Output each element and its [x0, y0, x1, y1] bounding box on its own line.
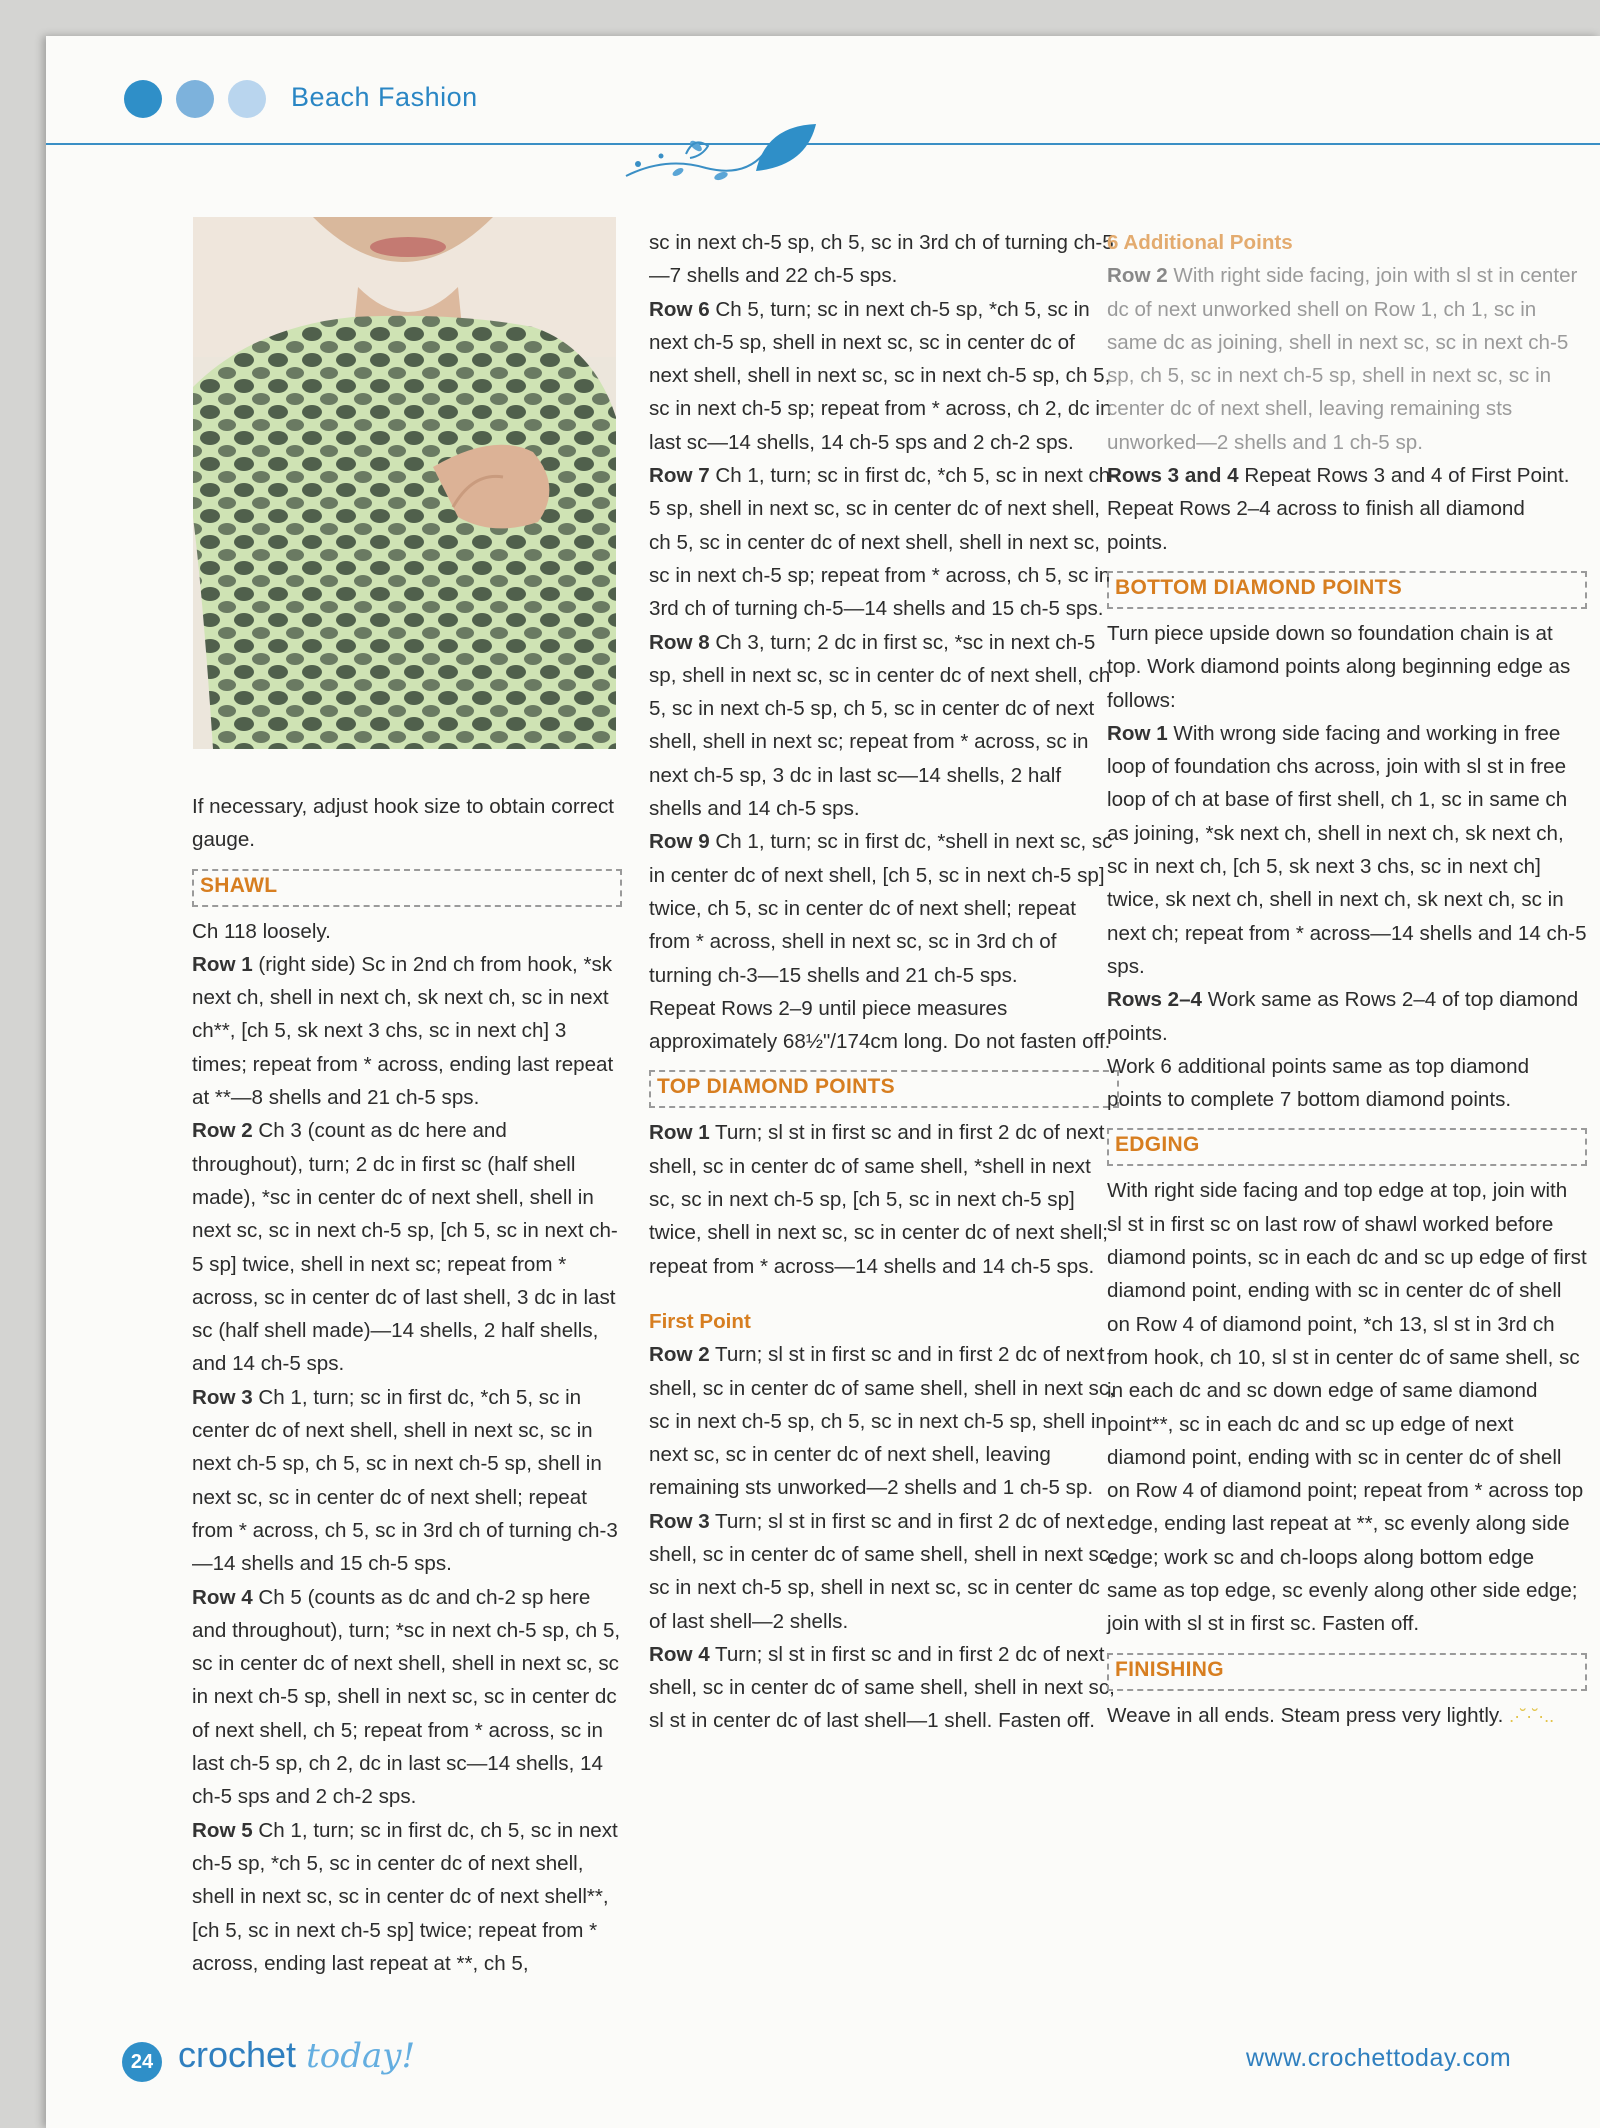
top-row-1-text: Turn; sl st in first sc and in first 2 dc of next shell, sc in center dc of same shell, *shell in next sc, sc in next ch-5 sp, [ch 5, sc in next ch-5 sp] twice, shell in next sc, sc in center dc of next shell; repeat from * across—14 shells and 14 ch-5 sps.: [649, 1121, 1108, 1278]
row-3: [192, 1381, 622, 1581]
row-6-text: Ch 5, turn; sc in next ch-5 sp, *ch 5, sc in next ch-5 sp, shell in next sc, sc in center dc of next shell, shell in next sc, sc in next ch-5 sp, ch 5, sc in next ch-5 sp; repeat from * across, ch 2, dc in last sc—14 shells, 14 ch-5 sps and 2 ch-2 sps.: [649, 297, 1112, 454]
additional-row-2: [1107, 259, 1587, 459]
additional-rows-3-4-text: Repeat Rows 3 and 4 of First Point.: [1238, 464, 1570, 488]
first-point-row-3: [649, 1505, 1119, 1638]
page-number: 24: [122, 2042, 162, 2082]
foundation-chain: Ch 118 loosely.: [192, 919, 331, 943]
column-2: [649, 226, 1119, 1738]
row-1-text: (right side) Sc in 2nd ch from hook, *sk next ch, shell in next ch, sk next ch, sc in next ch**, [ch 5, sk next 3 chs, sc in next ch] 3 times; repeat from * across, ending last repeat at **—8 shells and 21 ch-5 sps.: [192, 952, 614, 1110]
repeat-instruction: Repeat Rows 2–9 until piece measures approximately 68½"/174cm long. Do not fasten off.: [649, 996, 1111, 1054]
page-header: [46, 36, 1600, 186]
row-8-label: Row 8: [649, 630, 710, 654]
bottom-rows-2-4-label: Rows 2–4: [1107, 988, 1203, 1012]
bottom-diamond-heading-box: [1107, 571, 1587, 609]
shawl-heading: SHAWL: [200, 873, 278, 897]
row-4-text: Ch 5 (counts as dc and ch-2 sp here and throughout), turn; *sc in next ch-5 sp, ch 5, sc in center dc of next shell, shell in next sc, sc in next ch-5 sp, shell in next sc, sc in center dc of next shell, ch 5; repeat from * across, sc in last ch-5 sp, ch 2, dc in last sc—14 shells, 14 ch-5 sps and 2 ch-2 sps.: [192, 1585, 621, 1809]
row-6-label: Row 6: [649, 297, 710, 321]
top-diamond-heading: TOP DIAMOND POINTS: [657, 1075, 895, 1099]
top-diamond-heading-box: [649, 1070, 1119, 1108]
gauge-note: If necessary, adjust hook size to obtain correct gauge.: [192, 795, 615, 852]
brand-logo: [178, 2034, 415, 2076]
bottom-rows-2-4-text: Work same as Rows 2–4 of top diamond points.: [1107, 988, 1579, 1045]
row-3-label: Row 3: [192, 1385, 253, 1409]
first-point-row-3-label: Row 3: [649, 1509, 710, 1533]
bottom-diamond-heading: BOTTOM DIAMOND POINTS: [1115, 575, 1403, 599]
edging-heading-box: [1107, 1128, 1587, 1166]
header-dot-medium: [176, 80, 214, 118]
shawl-heading-box: [192, 869, 622, 907]
header-dot-light: [228, 80, 266, 118]
header-rule: [46, 143, 1600, 145]
bottom-row-1: [1107, 717, 1587, 983]
bottom-rows-2-4: [1107, 983, 1587, 1050]
column-1: [192, 790, 622, 1980]
row-5-label: Row 5: [192, 1818, 253, 1842]
row-2: [192, 1114, 622, 1380]
bottom-row-1-text: With wrong side facing and working in free loop of foundation chs across, join with sl st in free loop of ch at base of first shell, ch 1, sc in same ch as joining, *sk next ch, shell in next ch, sk next ch, sc in next ch, [ch 5, sk next 3 chs, sc in next ch] twice, sk next ch, shell in next ch, sk next ch, sc in next ch; repeat from * across—14 shells and 14 ch-5 sps.: [1107, 721, 1587, 978]
finishing-heading: FINISHING: [1115, 1657, 1224, 1681]
row-4-label: Row 4: [192, 1585, 253, 1609]
row-1: [192, 948, 622, 1114]
row-8-text: Ch 3, turn; 2 dc in first sc, *sc in next ch-5 sp, shell in next sc, sc in center dc of next shell, ch 5, sc in next ch-5 sp, ch 5, sc in center dc of next shell, shell in next sc; repeat from * across, sc in next ch-5 sp, 3 dc in last sc—14 shells, 2 half shells and 14 ch-5 sps.: [649, 630, 1111, 821]
finishing-heading-box: [1107, 1653, 1587, 1691]
shawl-photo-icon: [193, 217, 616, 749]
row-6: [649, 293, 1119, 459]
additional-points-heading: 6 Additional Points: [1107, 231, 1293, 254]
finishing-paragraph: [1107, 1699, 1587, 1733]
edging-heading: EDGING: [1115, 1133, 1200, 1157]
row-1-label: Row 1: [192, 952, 253, 976]
row-7: [649, 459, 1119, 625]
first-point-row-2: [649, 1338, 1119, 1504]
finishing-text: Weave in all ends. Steam press very lightly.: [1107, 1703, 1504, 1727]
row-2-label: Row 2: [192, 1119, 253, 1143]
shawl-photo: [193, 217, 616, 749]
first-point-row-4-label: Row 4: [649, 1642, 710, 1666]
section-label: Beach Fashion: [291, 82, 478, 112]
row-7-text: Ch 1, turn; sc in first dc, *ch 5, sc in next ch-5 sp, shell in next sc, sc in center dc of next shell, ch 5, sc in center dc of next shell, shell in next sc, sc in next ch-5 sp; repeat from * across, ch 5, sc in 3rd ch of turning ch-5—14 shells and 15 ch-5 sps.: [649, 464, 1118, 621]
additional-row-2-label: Row 2: [1107, 264, 1168, 288]
first-point-row-3-text: Turn; sl st in first sc and in first 2 dc of next shell, sc in center dc of same shell, shell in next sc, sc in next ch-5 sp, shell in next sc, sc in center dc of last shell—2 shells.: [649, 1509, 1115, 1633]
top-row-1-label: Row 1: [649, 1121, 710, 1145]
vine-ornament-icon: [616, 116, 816, 192]
top-row-1: [649, 1116, 1119, 1282]
row-4: [192, 1581, 622, 1814]
column-3: [1107, 226, 1587, 1733]
additional-repeat: Repeat Rows 2–4 across to finish all diamond points.: [1107, 497, 1525, 554]
row-2-text: Ch 3 (count as dc here and throughout), turn; 2 dc in first sc (half shell made), *sc in center dc of next shell, shell in next sc, sc in next ch-5 sp, [ch 5, sc in next ch-5 sp] twice, shell in next sc; repeat from * across, sc in center dc of last shell, 3 dc in last sc (half shell made)—14 shells, 2 half shells, and 14 ch-5 sps.: [192, 1119, 618, 1376]
bottom-row-1-label: Row 1: [1107, 721, 1168, 745]
row-3-text: Ch 1, turn; sc in first dc, *ch 5, sc in center dc of next shell, shell in next sc, sc in next ch-5 sp, ch 5, sc in next ch-5 sp, shell in next sc, sc in center dc of next shell; repeat from * across, ch 5, sc in 3rd ch of turning ch-3—14 shells and 15 ch-5 sps.: [192, 1385, 618, 1576]
first-point-row-2-label: Row 2: [649, 1343, 710, 1367]
row-5-continued: sc in next ch-5 sp, ch 5, sc in 3rd ch of turning ch-5—7 shells and 22 ch-5 sps.: [649, 231, 1114, 288]
edging-text: With right side facing and top edge at top, join with sl st in first sc on last row of shawl worked before diamond points, sc in each dc and sc up edge of first diamond point, ending with sc in center dc of shell on Row 4 of diamond point, *ch 13, sl st in 3rd ch from hook, ch 10, sl st in center dc of same shell, sc in each dc and sc down edge of same diamond point**, sc in each dc and sc up edge of next diamond point, ending with sc in center dc of shell on Row 4 of diamond point; repeat from * across top edge, ending last repeat at **, sc evenly along side edge; work sc and ch-loops along bottom edge same as top edge, sc evenly along other side edge; join with sl st in first sc. Fasten off.: [1107, 1179, 1587, 1636]
row-8: [649, 626, 1119, 826]
first-point-row-4: [649, 1638, 1119, 1738]
row-9-label: Row 9: [649, 830, 710, 854]
row-9: [649, 825, 1119, 991]
end-flourish-icon: .·˘·˘·..: [1509, 1705, 1555, 1726]
magazine-page: [46, 36, 1600, 2128]
additional-row-2-text: With right side facing, join with sl st in center dc of next unworked shell on Row 1, ch 1, sc in same dc as joining, shell in next sc, sc in next ch-5 sp, ch 5, sc in next ch-5 sp, shell in next sc, sc in center dc of next shell, leaving remaining sts unworked—2 shells and 1 ch-5 sp.: [1107, 264, 1578, 454]
additional-rows-3-4-label: Rows 3 and 4: [1107, 464, 1239, 488]
website-url: www.crochettoday.com: [1246, 2044, 1512, 2072]
first-point-row-4-text: Turn; sl st in first sc and in first 2 dc of next shell, sc in center dc of same shell, shell in next sc, sl st in center dc of last shell—1 shell. Fasten off.: [649, 1642, 1115, 1733]
additional-rows-3-4: [1107, 459, 1587, 492]
brand-main: crochet: [178, 2034, 297, 2075]
first-point-row-2-text: Turn; sl st in first sc and in first 2 dc of next shell, sc in center dc of same shell, shell in next sc, sc in next ch-5 sp, ch 5, sc in next ch-5 sp, shell in next sc, sc in center dc of next shell, leaving remaining sts unworked—2 shells and 1 ch-5 sp.: [649, 1343, 1115, 1500]
header-dot-dark: [124, 80, 162, 118]
row-5-text: Ch 1, turn; sc in first dc, ch 5, sc in next ch-5 sp, *ch 5, sc in center dc of next shell, shell in next sc, sc in center dc of next shell**, [ch 5, sc in next ch-5 sp] twice; repeat from * across, ending last repeat at **, ch 5,: [192, 1818, 618, 1975]
row-9-text: Ch 1, turn; sc in first dc, *shell in next sc, sc in center dc of next shell, [ch 5, sc in next ch-5 sp] twice, ch 5, sc in center dc of next shell; repeat from * across, shell in next sc, sc in 3rd ch of turning ch-3—15 shells and 21 ch-5 sps.: [649, 830, 1113, 987]
row-7-label: Row 7: [649, 464, 710, 488]
brand-script: today!: [306, 2036, 416, 2076]
first-point-heading: First Point: [649, 1309, 751, 1333]
bottom-intro: Turn piece upside down so foundation chain is at top. Work diamond points along beginning edge as follows:: [1107, 621, 1571, 712]
bottom-additional: Work 6 additional points same as top diamond points to complete 7 bottom diamond points.: [1107, 1054, 1530, 1112]
row-5: [192, 1814, 622, 1980]
